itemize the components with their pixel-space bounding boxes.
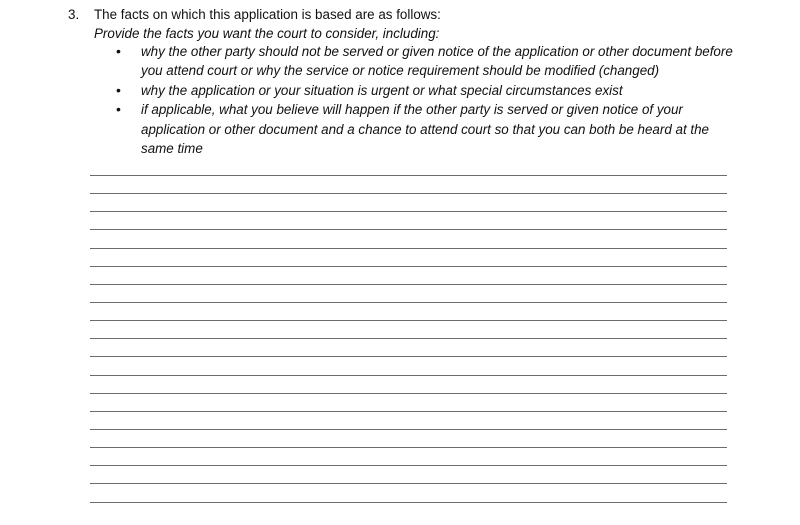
answer-line[interactable] [90, 229, 727, 247]
section-heading-text: The facts on which this application is based are as follows: [94, 7, 441, 22]
bullet-text: why the application or your situation is urgent or what special circumstances exist [141, 82, 623, 98]
answer-line[interactable] [90, 320, 727, 338]
answer-line[interactable] [90, 393, 727, 411]
answer-line[interactable] [90, 411, 727, 429]
bullet-icon: • [116, 43, 121, 59]
answer-line[interactable] [90, 211, 727, 229]
answer-line[interactable] [90, 266, 727, 284]
section-instructions: Provide the facts you want the court to consider, including: [94, 26, 440, 41]
answer-line[interactable] [90, 193, 727, 211]
bullet-icon: • [116, 81, 121, 98]
answer-line[interactable] [90, 502, 727, 520]
answer-line[interactable] [90, 375, 727, 393]
answer-line[interactable] [90, 248, 727, 266]
answer-line[interactable] [90, 429, 727, 447]
answer-line[interactable] [90, 284, 727, 302]
answer-line[interactable] [90, 175, 727, 193]
answer-line[interactable] [90, 302, 727, 320]
instruction-bullet-list [116, 42, 736, 158]
section-number: 3. [68, 7, 80, 22]
answer-line[interactable] [90, 338, 727, 356]
answer-line[interactable] [90, 447, 727, 465]
answer-lines [90, 175, 727, 520]
answer-line[interactable] [90, 356, 727, 374]
answer-line[interactable] [90, 465, 727, 483]
instruction-bullet [116, 42, 736, 81]
answer-line[interactable] [90, 483, 727, 501]
bullet-text: if applicable, what you believe will happen if the other party is served or given notice of your application or other document and a chance to attend court so that you can both be heard at the same time [141, 102, 710, 157]
section-heading [68, 6, 441, 24]
instruction-bullet [116, 100, 736, 158]
bullet-text: why the other party should not be served or given notice of the application or other document before you attend court or why the service or notice requirement should be modified (changed) [141, 44, 733, 79]
bullet-icon: • [116, 101, 121, 118]
instruction-bullet [116, 81, 736, 100]
